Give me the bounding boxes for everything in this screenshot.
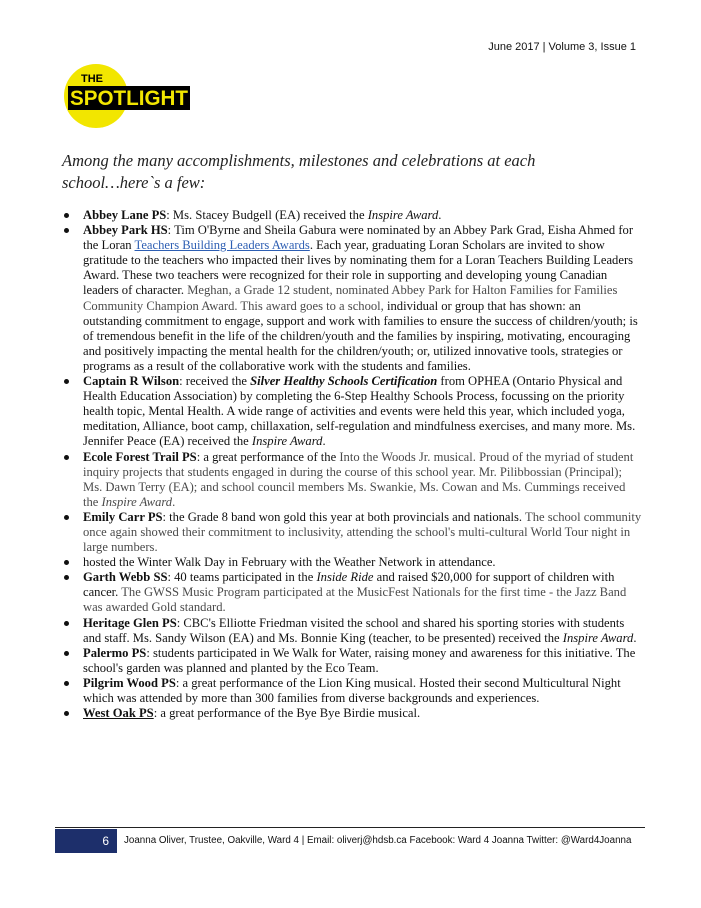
issue-header: June 2017 | Volume 3, Issue 1 [488,41,636,53]
list-item [62,646,642,676]
item-text: : received the [179,374,251,389]
award-name: Silver Healthy Schools Certification [250,374,438,389]
item-text: Into the Woods Jr. musical. Proud of the myriad of student inquiry projects that students engaged in during the course of this school year. Mr. Pilibbossian (Principal); Ms. Dawn Terry (EA); and school council members Ms. Swankie, Ms. Cowan and Ms. Cummings received the [83,449,634,509]
item-text: : 40 teams participated in the [167,570,317,585]
item-text: Meghan, a Grade 12 student, nominated Abbey Park for Halton Families for Families Community Champion Award. This award goes to a school, [83,283,618,313]
list-item [62,223,642,374]
school-name: Ecole Forest Trail PS [83,449,197,464]
school-name: Garth Webb SS [83,570,168,585]
list-item [62,374,642,449]
teachers-building-leaders-link[interactable]: Teachers Building Leaders Awards [134,238,310,253]
list-item [62,676,642,706]
list-item [62,208,642,223]
footer-contact: Joanna Oliver, Trustee, Oakville, Ward 4 | Email: oliverj@hdsb.ca Facebook: Ward 4 Joanna Twitter: @Ward4Joanna [124,835,632,846]
award-name: Inspire Award [251,434,323,449]
page-number: 6 [55,829,117,853]
item-text: The GWSS Music Program participated at the MusicFest Nationals for the first time - the Jazz Band was awarded Gold standard. [83,585,627,615]
item-text: and raised $20,000 for support of children with cancer. [83,570,615,600]
item-text: : CBC's Elliotte Friedman visited the school and shared his sporting stories with students and staff. Ms. Sandy Wilson (EA) and Ms. Bonnie King (teacher, to be presented) received the [83,615,625,645]
item-text: . [633,630,637,645]
item-text: : a great performance of the Lion King musical. Hosted their second Multicultural Night which was attended by more than 300 families from diverse backgrounds and experiences. [83,675,621,705]
logo-spotlight-text: SPOTLIGHT [70,87,189,110]
list-item [62,510,642,555]
intro-heading: Among the many accomplishments, milestones and celebrations at each school…here`s a few: [62,151,536,192]
school-name: West Oak PS [83,706,154,721]
school-name: Abbey Lane PS [83,208,167,222]
list-item [62,450,642,510]
list-item [62,706,642,721]
spotlight-logo-graphic [62,62,192,134]
item-text: from OPHEA (Ontario Physical and Health Education Association) by completing the 6-Step Healthy Schools Process, focussing on the priority health topic, Mental Health. A wide range of activities and events were held this year, which included yoga, meditation, Alliance, boot camp, chillaxation, self-regulation and mindfulness exercises, and many more. Ms. Jennifer Peace (EA) received the [83,374,636,449]
item-text: : a great performance of the Bye Bye Birdie musical. [153,706,421,721]
item-text: : students participated in We Walk for Water, raising money and awareness for this initiative. The school's garden was planned and planted by the Eco Team. [83,645,636,675]
list-item [62,570,642,615]
list-item [62,555,642,570]
award-name: Inspire Award [367,208,439,222]
award-name: Inspire Award [562,630,634,645]
school-name: Abbey Park HS [83,223,168,238]
item-text: : Ms. Stacey Budgell (EA) received the [166,208,368,222]
item-text: : a great performance of the [196,449,340,464]
item-text: hosted the Winter Walk Day in February with the Weather Network in attendance. [83,555,496,570]
school-name: Palermo PS [83,645,147,660]
item-text: individual or group that has shown: an outstanding commitment to engage, support and work with families to ensure the success of children/youth; is of tremendous benefit in the life of the children/youth and the families by inspiring, motivating, encouraging and positively impacting the mental health for the children/youth; or, utilized innovative tools, strategies or programs as a result of the collaborative work with the students and families. [83,298,638,373]
logo-the-text: THE [81,73,103,85]
item-text: : the Grade 8 band won gold this year at both provincials and nationals. [162,509,525,524]
item-text: . [322,434,326,449]
school-name: Captain R Wilson [83,374,180,389]
event-name: Inside Ride [316,570,374,585]
award-name: Inspire Award [101,494,173,509]
accomplishment-list [62,208,642,721]
item-text: . Each year, graduating Loran Scholars are invited to show gratitude to the teachers who impacted their lives by nominating them for a Loran Teachers Building Leaders Award. These two teachers were recognized for their role in supporting and developing young Canadian leaders of character. [83,238,634,298]
item-text: The school community once again showed their commitment to inclusivity, attending the school's multi-cultural World Tour night in large numbers. [83,509,642,555]
footer-divider [55,827,645,828]
item-text: . [172,494,176,509]
item-text: . [438,208,442,222]
list-item [62,616,642,646]
spotlight-logo [62,62,192,134]
item-text: : Tim O'Byrne and Sheila Gabura were nominated by an Abbey Park Grad, Eisha Ahmed for the Loran [83,223,634,253]
school-name: Heritage Glen PS [83,615,177,630]
school-name: Pilgrim Wood PS [83,675,176,690]
school-name: Emily Carr PS [83,509,163,524]
